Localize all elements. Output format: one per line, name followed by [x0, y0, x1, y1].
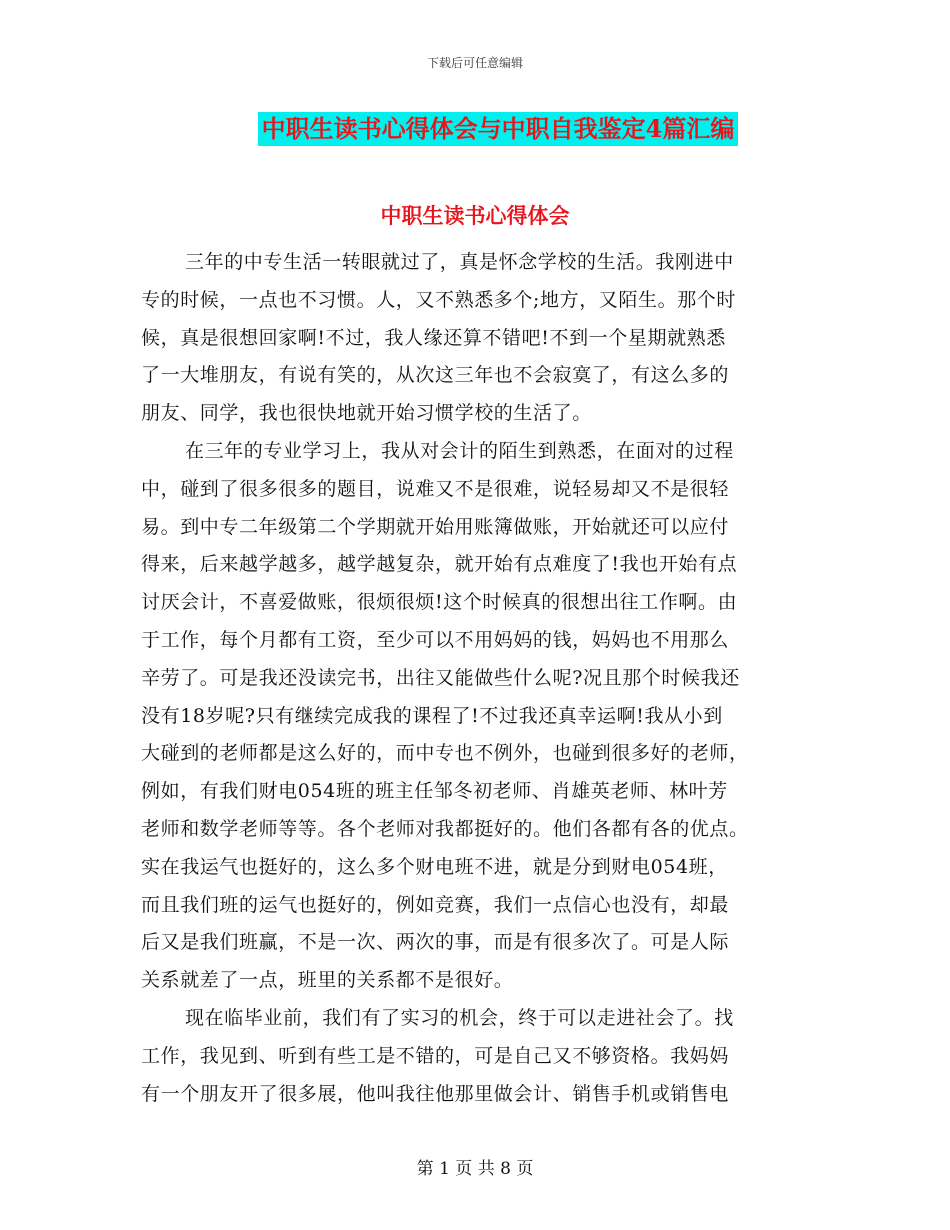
text-line: 大碰到的老师都是这么好的，而中专也不例外，也碰到很多好的老师，	[141, 742, 749, 765]
header-note: 下载后可任意编辑	[426, 56, 523, 70]
text-line: 没有18岁呢?只有继续完成我的课程了!不过我还真幸运啊!我从小到	[141, 704, 723, 727]
main-title: 中职生读书心得体会与中职自我鉴定4篇汇编	[258, 112, 739, 146]
text-line: 关系就差了一点，班里的关系都不是很好。	[141, 969, 514, 992]
text-line: 于工作，每个月都有工资，至少可以不用妈妈的钱，妈妈也不用那么	[141, 628, 730, 651]
body-text	[141, 244, 806, 1113]
text-line: 候，真是很想回家啊!不过，我人缘还算不错吧!不到一个星期就熟悉	[141, 326, 726, 349]
text-line: 在三年的专业学习上，我从对会计的陌生到熟悉，在面对的过程	[185, 439, 734, 462]
text-line: 讨厌会计，不喜爱做账，很烦很烦!这个时候真的很想出往工作啊。由	[141, 591, 738, 614]
text-line: 老师和数学老师等等。各个老师对我都挺好的。他们各都有各的优点。	[141, 817, 749, 840]
text-line: 实在我运气也挺好的，这么多个财电班不进，就是分到财电054班，	[141, 855, 728, 878]
text-line: 例如，有我们财电054班的班主任邹冬初老师、肖雄英老师、林叶芳	[141, 780, 728, 803]
main-title-container	[0, 112, 950, 146]
text-line: 工作，我见到、听到有些工是不错的，可是自己又不够资格。我妈妈	[141, 1044, 730, 1067]
text-line: 易。到中专二年级第二个学期就开始用账簿做账，开始就还可以应付	[141, 515, 730, 538]
section-title: 中职生读书心得体会	[380, 203, 570, 228]
text-line: 辛劳了。可是我还没读完书，出往又能做些什么呢?况且那个时候我还	[141, 666, 740, 689]
text-line: 现在临毕业前，我们有了实习的机会，终于可以走进社会了。找	[185, 1006, 734, 1029]
text-line: 专的时候，一点也不习惯。人，又不熟悉多个;地方，又陌生。那个时	[141, 288, 737, 311]
text-line: 而且我们班的运气也挺好的，例如竞赛，我们一点信心也没有，却最	[141, 893, 730, 916]
text-line: 后又是我们班赢，不是一次、两次的事，而是有很多次了。可是人际	[141, 931, 730, 954]
text-line: 有一个朋友开了很多展，他叫我往他那里做会计、销售手机或销售电	[141, 1082, 730, 1105]
text-line: 中，碰到了很多很多的题目，说难又不是很难，说轻易却又不是很轻	[141, 477, 730, 500]
text-line: 得来，后来越学越多，越学越复杂，就开始有点难度了!我也开始有点	[141, 553, 738, 576]
text-line: 朋友、同学，我也很快地就开始习惯学校的生活了。	[141, 402, 592, 425]
text-line: 了一大堆朋友，有说有笑的，从次这三年也不会寂寞了，有这么多的	[141, 364, 730, 387]
text-line: 三年的中专生活一转眼就过了，真是怀念学校的生活。我刚进中	[185, 251, 734, 273]
page-footer: 第 1 页 共 8 页	[416, 1159, 534, 1179]
